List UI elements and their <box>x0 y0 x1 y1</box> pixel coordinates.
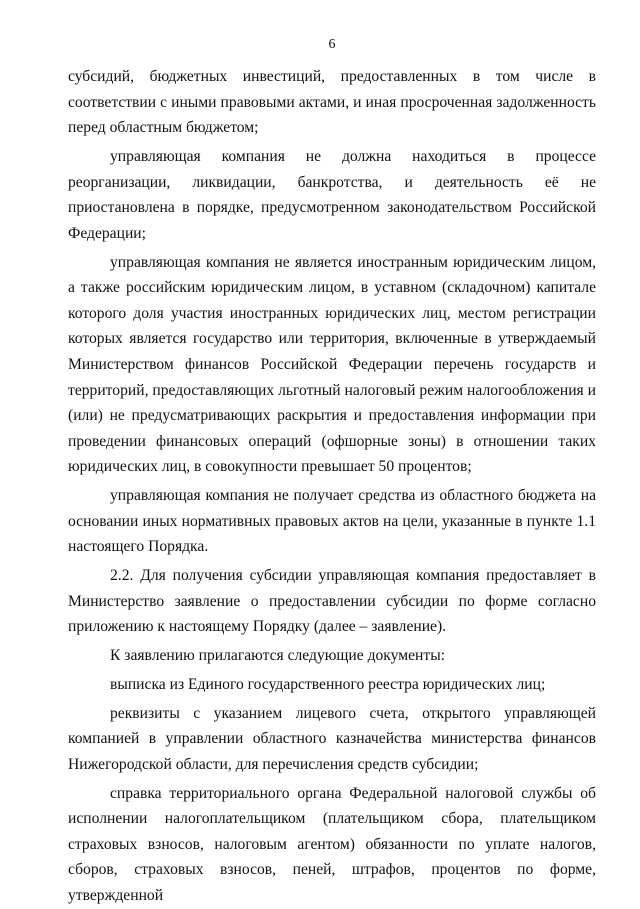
paragraph-section-2-2: 2.2. Для получения субсидии управляющая компания предоставляет в Министерство заявление о предоставлении субсидии по форме согласно приложению к настоящему Порядку (далее – заявление). <box>68 567 596 636</box>
paragraph-attached-documents: К заявлению прилагаются следующие документы: <box>110 647 446 664</box>
paragraph-budget-debt: субсидий, бюджетных инвестиций, предоставленных в том числе в соответствии с иными правовыми актами, и иная просроченная задолженность перед областным бюджетом; <box>68 68 596 137</box>
paragraph-tax-certificate: справка территориального органа Федеральной налоговой службы об исполнении налогоплательщиком (плательщиком сбора, плательщиком страховых взносов, налоговым агентом) обязанности по уплате налогов, сборов, страховых взносов, пеней, штрафов, процентов по форме, утвержденной <box>68 784 596 904</box>
paragraph-no-other-funding: управляющая компания не получает средства из областного бюджета на основании иных нормативных правовых актов на цели, указанные в пункте 1.1 настоящего Порядка. <box>68 487 596 556</box>
paragraph-registry-extract: выписка из Единого государственного реестра юридических лиц; <box>110 675 546 693</box>
paragraph-not-foreign-entity: управляющая компания не является иностранным юридическим лицом, а также российским юридическим лицом, в уставном (складочном) капитале которого доля участия иностранных юридических лиц, местом регистрации которых является государство или территория, включенные в утверждаемый Министерством финансов Российской Федерации перечень государств и территорий, предоставляющих льготный налоговый режим налогообложения и (или) не предусматривающих раскрытия и предоставления информации при проведении финансовых операций (офшорные зоны) в отношении таких юридических лиц, в совокупности превышает 50 процентов; <box>68 253 596 476</box>
paragraph-no-reorganization: управляющая компания не должна находиться в процессе реорганизации, ликвидации, банкротства, и деятельность её не приостановлена в порядке, предусмотренном законодательством Российской Федерации; <box>68 147 596 242</box>
paragraph-bank-details: реквизиты с указанием лицевого счета, открытого управляющей компанией в управлении областного казначейства министерства финансов Нижегородской области, для перечисления средств субсидии; <box>68 704 596 773</box>
page-number: 6 <box>328 37 336 52</box>
